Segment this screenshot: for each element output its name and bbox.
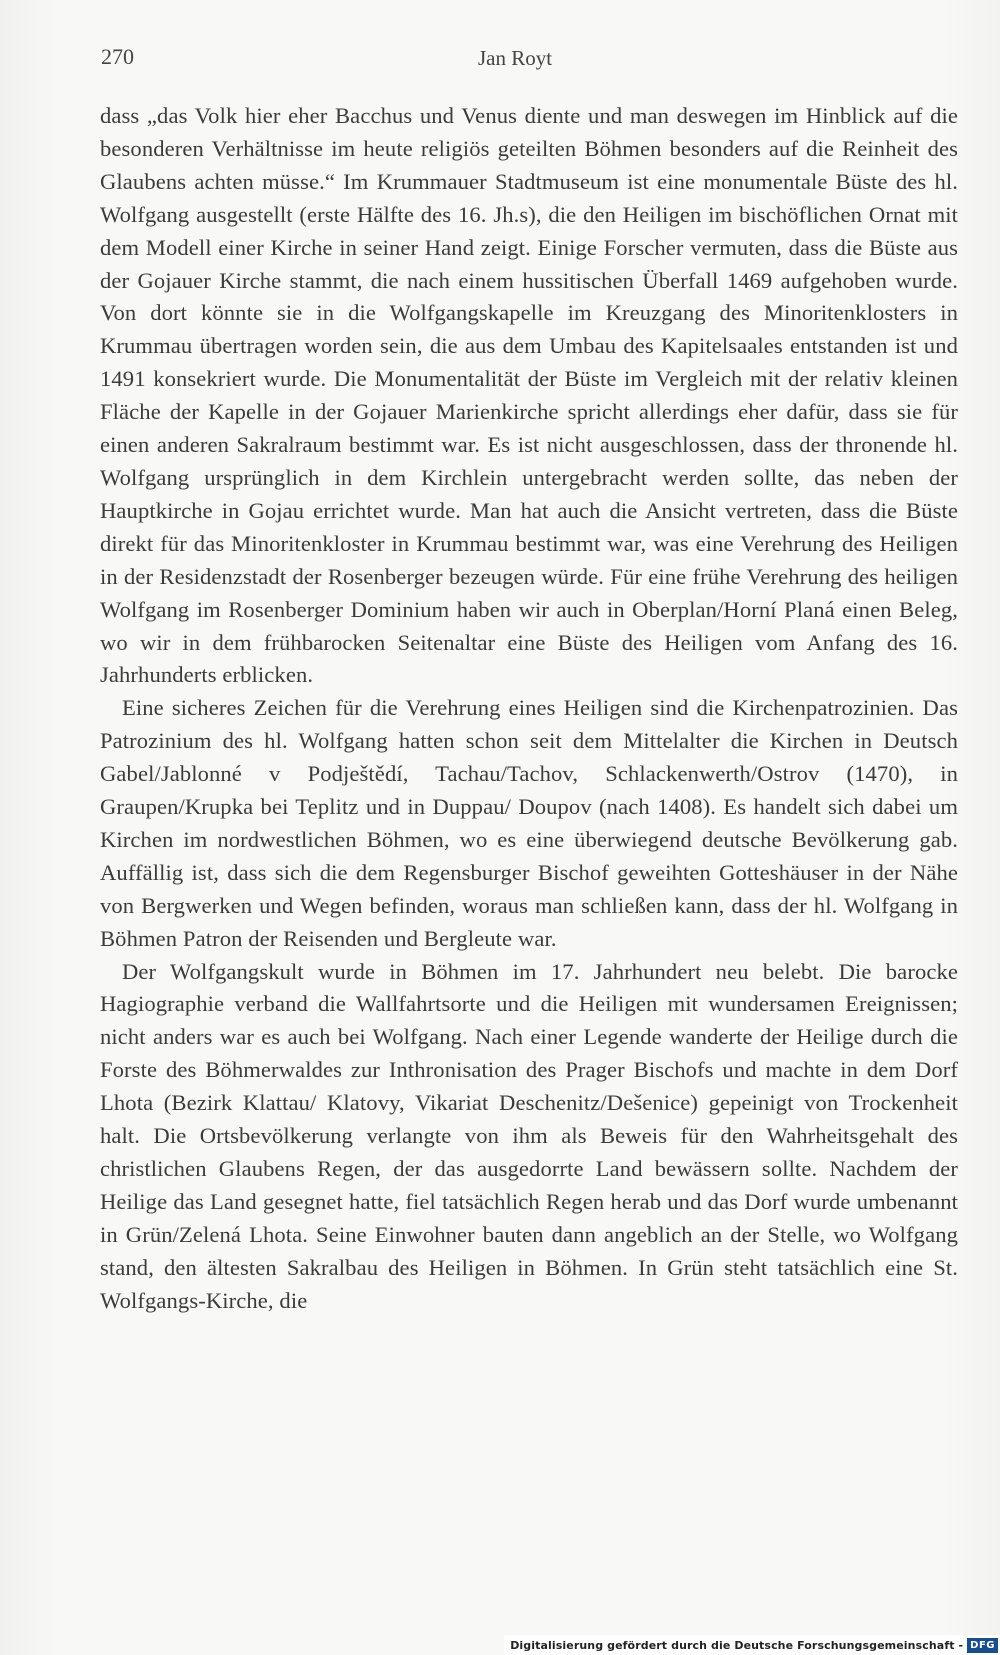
page-number: 270: [101, 44, 134, 69]
paragraph-3: Der Wolfgangskult wurde in Böhmen im 17. Jahrhundert neu belebt. Die barocke Hagiographie verband die Wallfahrtsorte und die Heiligen mit wundersamen Ereignissen; nicht anders war es auch bei Wolfgang. Nach einer Legende wanderte der Heilige durch die Forste des Böhmerwaldes zur Inthronisation des Prager Bischofs und machte in dem Dorf Lhota (Bezirk Klattau/ Klatovy, Vikariat Deschenitz/Dešenice) gepeinigt von Trockenheit halt. Die Ortsbevölkerung verlangte von ihm als Beweis für den Wahrheitsgehalt des christlichen Glaubens Regen, der das ausgedorrte Land bewässern sollte. Nachdem der Heilige das Land gesegnet hatte, fiel tatsächlich Regen herab und das Dorf wurde umbenannt in Grün/Zelená Lhota. Seine Einwohner bauten dann angeblich an der Stelle, wo Wolfgang stand, den ältesten Sakralbau des Heiligen in Böhmen. In Grün steht tatsächlich eine St. Wolfgangs-Kirche, die: [100, 958, 958, 1313]
dfg-logo-icon: DFG: [967, 1638, 998, 1653]
body-text: [100, 100, 958, 1318]
digitization-credit-bar: [504, 1635, 1000, 1655]
paragraph-2: Eine sicheres Zeichen für die Verehrung eines Heiligen sind die Kirchenpatrozinien. Das Patrozinium des hl. Wolfgang hatten schon seit dem Mittelalter die Kirchen in Deutsch Gabel/Jablonné v Podještědí, Tachau/Tachov, Schlackenwerth/Ostrov (1470), in Graupen/Krupka bei Teplitz und in Duppau/ Doupov (nach 1408). Es handelt sich dabei um Kirchen im nordwestlichen Böhmen, wo es eine überwiegend deutsche Bevölkerung gab. Auffällig ist, dass sich die dem Regensburger Bischof geweihten Gotteshäuser in der Nähe von Bergwerken und Wegen befinden, woraus man schließen kann, dass der hl. Wolfgang in Böhmen Patron der Reisenden und Bergleute war.: [100, 695, 958, 951]
digitization-credit: Digitalisierung gefördert durch die Deutsche Forschungsgemeinschaft -: [510, 1638, 964, 1652]
running-head: Jan Royt: [477, 46, 553, 70]
paragraph-1: dass „das Volk hier eher Bacchus und Venus diente und man deswegen im Hinblick auf die besonderen Verhältnisse im heute religiös geteilten Böhmen besonders auf die Reinheit des Glaubens achten müsse.“ Im Krummauer Stadtmuseum ist eine monumentale Büste des hl. Wolfgang ausgestellt (erste Hälfte des 16. Jh.s), die den Heiligen im bischöflichen Ornat mit dem Modell einer Kirche in seiner Hand zeigt. Einige Forscher vermuten, dass die Büste aus der Gojauer Kirche stammt, die nach einem hussitischen Überfall 1469 aufgehoben wurde. Von dort könnte sie in die Wolfgangskapelle im Kreuzgang des Minoritenklosters in Krummau übertragen worden sein, die aus dem Umbau des Kapitelsaales entstanden ist und 1491 konsekriert wurde. Die Monumentalität der Büste im Vergleich mit der relativ kleinen Fläche der Kapelle in der Gojauer Marienkirche spricht allerdings eher dafür, dass sie für einen anderen Sakralraum bestimmt war. Es ist nicht ausgeschlossen, dass der thronende hl. Wolfgang ursprünglich in dem Kirchlein untergebracht werden sollte, das neben der Hauptkirche in Gojau errichtet wurde. Man hat auch die Ansicht vertreten, dass die Büste direkt für das Minoritenkloster in Krummau bestimmt war, was eine Verehrung des Heiligen in der Residenzstadt der Rosenberger bezeugen würde. Für eine frühe Verehrung des heiligen Wolfgang im Rosenberger Dominium haben wir auch in Oberplan/Horní Planá einen Beleg, wo wir in dem frühbarocken Seitenaltar eine Büste des Heiligen vom Anfang des 16. Jahrhunderts erblicken.: [100, 103, 958, 688]
